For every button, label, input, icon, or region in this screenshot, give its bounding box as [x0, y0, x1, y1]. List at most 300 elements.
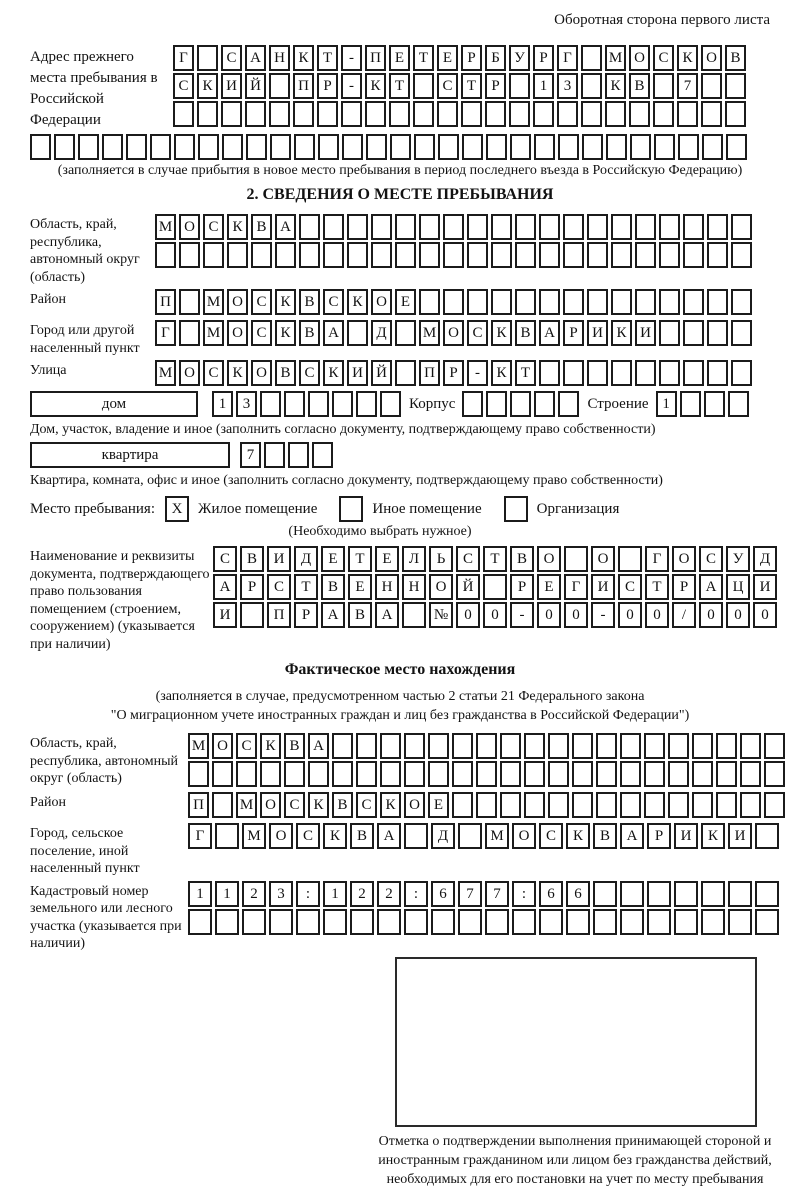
char-box[interactable]: [476, 733, 497, 759]
char-box[interactable]: А: [245, 45, 266, 71]
char-box[interactable]: [548, 733, 569, 759]
char-box[interactable]: [366, 134, 387, 160]
char-box[interactable]: М: [605, 45, 626, 71]
char-box[interactable]: В: [593, 823, 617, 849]
char-box[interactable]: №: [429, 602, 453, 628]
char-box[interactable]: 1: [323, 881, 347, 907]
char-box[interactable]: Р: [510, 574, 534, 600]
char-box[interactable]: И: [267, 546, 291, 572]
char-box[interactable]: [716, 761, 737, 787]
char-box[interactable]: О: [537, 546, 561, 572]
char-box[interactable]: [731, 320, 752, 346]
char-box[interactable]: 7: [458, 881, 482, 907]
char-box[interactable]: [629, 101, 650, 127]
char-box[interactable]: [618, 546, 642, 572]
char-box[interactable]: Т: [294, 574, 318, 600]
char-box[interactable]: С: [203, 214, 224, 240]
char-box[interactable]: [317, 101, 338, 127]
char-box[interactable]: В: [348, 602, 372, 628]
char-box[interactable]: [419, 214, 440, 240]
char-box[interactable]: [395, 360, 416, 386]
char-box[interactable]: [558, 134, 579, 160]
char-box[interactable]: [467, 289, 488, 315]
char-box[interactable]: С: [699, 546, 723, 572]
char-box[interactable]: [683, 320, 704, 346]
char-box[interactable]: 6: [539, 881, 563, 907]
char-box[interactable]: В: [725, 45, 746, 71]
char-box[interactable]: [356, 733, 377, 759]
char-box[interactable]: [635, 214, 656, 240]
char-box[interactable]: 1: [533, 73, 554, 99]
char-box[interactable]: [428, 761, 449, 787]
char-box[interactable]: [611, 289, 632, 315]
char-box[interactable]: Е: [437, 45, 458, 71]
char-box[interactable]: [692, 761, 713, 787]
char-box[interactable]: К: [260, 733, 281, 759]
char-box[interactable]: И: [347, 360, 368, 386]
char-box[interactable]: [500, 733, 521, 759]
char-box[interactable]: [740, 761, 761, 787]
char-box[interactable]: [587, 360, 608, 386]
char-box[interactable]: [458, 823, 482, 849]
char-box[interactable]: О: [629, 45, 650, 71]
char-box[interactable]: С: [437, 73, 458, 99]
char-box[interactable]: [491, 214, 512, 240]
char-box[interactable]: Е: [321, 546, 345, 572]
char-box[interactable]: [707, 242, 728, 268]
char-box[interactable]: 7: [240, 442, 261, 468]
char-box[interactable]: Р: [317, 73, 338, 99]
char-box[interactable]: Г: [188, 823, 212, 849]
char-box[interactable]: [308, 391, 329, 417]
char-box[interactable]: [654, 134, 675, 160]
char-box[interactable]: Р: [461, 45, 482, 71]
char-box[interactable]: [587, 214, 608, 240]
char-box[interactable]: [443, 289, 464, 315]
char-box[interactable]: [486, 134, 507, 160]
char-box[interactable]: [510, 391, 531, 417]
char-box[interactable]: [764, 761, 785, 787]
char-box[interactable]: [558, 391, 579, 417]
char-box[interactable]: -: [341, 45, 362, 71]
char-box[interactable]: 6: [431, 881, 455, 907]
char-box[interactable]: [678, 134, 699, 160]
char-box[interactable]: И: [221, 73, 242, 99]
char-box[interactable]: С: [203, 360, 224, 386]
char-box[interactable]: А: [539, 320, 560, 346]
char-box[interactable]: [572, 733, 593, 759]
char-box[interactable]: [707, 320, 728, 346]
char-box[interactable]: [395, 214, 416, 240]
char-box[interactable]: Г: [557, 45, 578, 71]
char-box[interactable]: [227, 242, 248, 268]
char-box[interactable]: Н: [269, 45, 290, 71]
char-box[interactable]: Т: [461, 73, 482, 99]
char-box[interactable]: [566, 909, 590, 935]
char-box[interactable]: [126, 134, 147, 160]
char-box[interactable]: 0: [537, 602, 561, 628]
char-box[interactable]: 2: [377, 881, 401, 907]
char-box[interactable]: [485, 909, 509, 935]
char-box[interactable]: [269, 73, 290, 99]
char-box[interactable]: Й: [456, 574, 480, 600]
char-box[interactable]: [30, 134, 51, 160]
char-box[interactable]: Е: [348, 574, 372, 600]
char-box[interactable]: С: [356, 792, 377, 818]
char-box[interactable]: В: [299, 289, 320, 315]
char-box[interactable]: А: [620, 823, 644, 849]
char-box[interactable]: [564, 546, 588, 572]
char-box[interactable]: [483, 574, 507, 600]
char-box[interactable]: [215, 909, 239, 935]
char-box[interactable]: С: [251, 320, 272, 346]
char-box[interactable]: [596, 761, 617, 787]
char-box[interactable]: [293, 101, 314, 127]
char-box[interactable]: [740, 792, 761, 818]
char-box[interactable]: [647, 881, 671, 907]
char-box[interactable]: [587, 242, 608, 268]
char-box[interactable]: [395, 320, 416, 346]
char-box[interactable]: П: [155, 289, 176, 315]
char-box[interactable]: [683, 289, 704, 315]
char-box[interactable]: [188, 909, 212, 935]
char-box[interactable]: [581, 73, 602, 99]
char-box[interactable]: [611, 242, 632, 268]
char-box[interactable]: О: [404, 792, 425, 818]
char-box[interactable]: 1: [188, 881, 212, 907]
char-box[interactable]: [630, 134, 651, 160]
char-box[interactable]: Й: [371, 360, 392, 386]
char-box[interactable]: 6: [566, 881, 590, 907]
char-box[interactable]: О: [701, 45, 722, 71]
char-box[interactable]: [467, 242, 488, 268]
char-box[interactable]: [653, 73, 674, 99]
char-box[interactable]: Г: [645, 546, 669, 572]
char-box[interactable]: Е: [395, 289, 416, 315]
char-box[interactable]: [380, 391, 401, 417]
char-box[interactable]: У: [726, 546, 750, 572]
char-box[interactable]: Р: [533, 45, 554, 71]
char-box[interactable]: [251, 242, 272, 268]
char-box[interactable]: В: [510, 546, 534, 572]
char-box[interactable]: [692, 792, 713, 818]
char-box[interactable]: Н: [375, 574, 399, 600]
char-box[interactable]: [728, 391, 749, 417]
char-box[interactable]: Г: [155, 320, 176, 346]
char-box[interactable]: [563, 214, 584, 240]
char-box[interactable]: [203, 242, 224, 268]
char-box[interactable]: О: [227, 289, 248, 315]
char-box[interactable]: С: [618, 574, 642, 600]
char-box[interactable]: [236, 761, 257, 787]
char-box[interactable]: [380, 761, 401, 787]
char-box[interactable]: И: [728, 823, 752, 849]
char-box[interactable]: О: [512, 823, 536, 849]
char-box[interactable]: [548, 761, 569, 787]
char-box[interactable]: 0: [564, 602, 588, 628]
char-box[interactable]: [755, 909, 779, 935]
char-box[interactable]: [485, 101, 506, 127]
char-box[interactable]: О: [212, 733, 233, 759]
char-box[interactable]: [755, 823, 779, 849]
char-box[interactable]: [491, 289, 512, 315]
char-box[interactable]: [452, 733, 473, 759]
char-box[interactable]: К: [611, 320, 632, 346]
char-box[interactable]: [524, 792, 545, 818]
char-box[interactable]: Е: [375, 546, 399, 572]
char-box[interactable]: :: [404, 881, 428, 907]
char-box[interactable]: Р: [294, 602, 318, 628]
char-box[interactable]: [515, 289, 536, 315]
char-box[interactable]: [606, 134, 627, 160]
char-box[interactable]: М: [203, 320, 224, 346]
char-box[interactable]: К: [308, 792, 329, 818]
char-box[interactable]: [509, 101, 530, 127]
char-box[interactable]: С: [323, 289, 344, 315]
char-box[interactable]: М: [155, 360, 176, 386]
checkbox-inoe-pomeshchenie[interactable]: [339, 496, 363, 522]
char-box[interactable]: В: [240, 546, 264, 572]
char-box[interactable]: [350, 909, 374, 935]
char-box[interactable]: [674, 881, 698, 907]
char-box[interactable]: [264, 442, 285, 468]
char-box[interactable]: [548, 792, 569, 818]
char-box[interactable]: [659, 360, 680, 386]
char-box[interactable]: 7: [677, 73, 698, 99]
char-box[interactable]: К: [197, 73, 218, 99]
char-box[interactable]: [620, 733, 641, 759]
char-box[interactable]: Е: [537, 574, 561, 600]
char-box[interactable]: [683, 360, 704, 386]
char-box[interactable]: С: [653, 45, 674, 71]
char-box[interactable]: [704, 391, 725, 417]
char-box[interactable]: 7: [485, 881, 509, 907]
char-box[interactable]: [668, 761, 689, 787]
char-box[interactable]: [402, 602, 426, 628]
char-box[interactable]: О: [591, 546, 615, 572]
char-box[interactable]: [755, 881, 779, 907]
char-box[interactable]: К: [323, 360, 344, 386]
char-box[interactable]: [701, 73, 722, 99]
char-box[interactable]: -: [510, 602, 534, 628]
char-box[interactable]: [659, 320, 680, 346]
char-box[interactable]: М: [242, 823, 266, 849]
char-box[interactable]: С: [251, 289, 272, 315]
char-box[interactable]: [581, 101, 602, 127]
char-box[interactable]: -: [591, 602, 615, 628]
char-box[interactable]: [533, 101, 554, 127]
char-box[interactable]: [644, 792, 665, 818]
char-box[interactable]: О: [443, 320, 464, 346]
char-box[interactable]: [726, 134, 747, 160]
char-box[interactable]: [515, 214, 536, 240]
char-box[interactable]: [515, 242, 536, 268]
char-box[interactable]: [701, 881, 725, 907]
char-box[interactable]: [458, 909, 482, 935]
char-box[interactable]: 1: [212, 391, 233, 417]
char-box[interactable]: 2: [350, 881, 374, 907]
char-box[interactable]: С: [299, 360, 320, 386]
char-box[interactable]: [395, 242, 416, 268]
char-box[interactable]: Т: [515, 360, 536, 386]
char-box[interactable]: А: [321, 602, 345, 628]
char-box[interactable]: К: [605, 73, 626, 99]
char-box[interactable]: [431, 909, 455, 935]
char-box[interactable]: [659, 214, 680, 240]
char-box[interactable]: [323, 242, 344, 268]
char-box[interactable]: [731, 214, 752, 240]
char-box[interactable]: [620, 761, 641, 787]
char-box[interactable]: [332, 761, 353, 787]
char-box[interactable]: [635, 242, 656, 268]
char-box[interactable]: [653, 101, 674, 127]
char-box[interactable]: [731, 242, 752, 268]
char-box[interactable]: Т: [317, 45, 338, 71]
char-box[interactable]: [539, 909, 563, 935]
char-box[interactable]: [296, 909, 320, 935]
char-box[interactable]: А: [275, 214, 296, 240]
char-box[interactable]: П: [267, 602, 291, 628]
char-box[interactable]: В: [321, 574, 345, 600]
char-box[interactable]: 1: [215, 881, 239, 907]
char-box[interactable]: [323, 909, 347, 935]
char-box[interactable]: [389, 101, 410, 127]
char-box[interactable]: [347, 214, 368, 240]
char-box[interactable]: [212, 761, 233, 787]
char-box[interactable]: [150, 134, 171, 160]
char-box[interactable]: [332, 391, 353, 417]
char-box[interactable]: [587, 289, 608, 315]
char-box[interactable]: 0: [645, 602, 669, 628]
char-box[interactable]: [740, 733, 761, 759]
char-box[interactable]: [659, 289, 680, 315]
char-box[interactable]: Н: [402, 574, 426, 600]
char-box[interactable]: [342, 134, 363, 160]
char-box[interactable]: [644, 733, 665, 759]
char-box[interactable]: [644, 761, 665, 787]
char-box[interactable]: О: [179, 360, 200, 386]
char-box[interactable]: Д: [294, 546, 318, 572]
char-box[interactable]: [288, 442, 309, 468]
char-box[interactable]: [215, 823, 239, 849]
char-box[interactable]: О: [227, 320, 248, 346]
char-box[interactable]: [461, 101, 482, 127]
char-box[interactable]: [728, 909, 752, 935]
char-box[interactable]: [347, 242, 368, 268]
char-box[interactable]: 3: [269, 881, 293, 907]
char-box[interactable]: [198, 134, 219, 160]
char-box[interactable]: О: [179, 214, 200, 240]
char-box[interactable]: [716, 792, 737, 818]
char-box[interactable]: [452, 761, 473, 787]
char-box[interactable]: [476, 761, 497, 787]
char-box[interactable]: Т: [645, 574, 669, 600]
char-box[interactable]: Е: [428, 792, 449, 818]
char-box[interactable]: Б: [485, 45, 506, 71]
char-box[interactable]: [174, 134, 195, 160]
char-box[interactable]: М: [485, 823, 509, 849]
char-box[interactable]: [212, 792, 233, 818]
char-box[interactable]: [54, 134, 75, 160]
char-box[interactable]: И: [587, 320, 608, 346]
char-box[interactable]: Д: [431, 823, 455, 849]
char-box[interactable]: [260, 391, 281, 417]
char-box[interactable]: [668, 733, 689, 759]
char-box[interactable]: [596, 792, 617, 818]
char-box[interactable]: 0: [699, 602, 723, 628]
char-box[interactable]: Й: [245, 73, 266, 99]
char-box[interactable]: [245, 101, 266, 127]
char-box[interactable]: С: [221, 45, 242, 71]
char-box[interactable]: А: [699, 574, 723, 600]
char-box[interactable]: А: [375, 602, 399, 628]
char-box[interactable]: [572, 761, 593, 787]
char-box[interactable]: [701, 909, 725, 935]
char-box[interactable]: [323, 214, 344, 240]
char-box[interactable]: [155, 242, 176, 268]
char-box[interactable]: 0: [483, 602, 507, 628]
char-box[interactable]: П: [419, 360, 440, 386]
char-box[interactable]: [356, 761, 377, 787]
char-box[interactable]: К: [323, 823, 347, 849]
char-box[interactable]: И: [591, 574, 615, 600]
char-box[interactable]: [593, 881, 617, 907]
char-box[interactable]: С: [539, 823, 563, 849]
char-box[interactable]: [284, 391, 305, 417]
char-box[interactable]: [491, 242, 512, 268]
char-box[interactable]: [557, 101, 578, 127]
char-box[interactable]: [581, 45, 602, 71]
char-box[interactable]: [635, 360, 656, 386]
char-box[interactable]: [404, 761, 425, 787]
char-box[interactable]: [242, 909, 266, 935]
char-box[interactable]: [620, 792, 641, 818]
char-box[interactable]: [269, 909, 293, 935]
char-box[interactable]: [563, 289, 584, 315]
char-box[interactable]: [356, 391, 377, 417]
char-box[interactable]: [509, 73, 530, 99]
char-box[interactable]: [510, 134, 531, 160]
char-box[interactable]: [371, 214, 392, 240]
char-box[interactable]: В: [275, 360, 296, 386]
char-box[interactable]: [539, 289, 560, 315]
char-box[interactable]: Т: [389, 73, 410, 99]
char-box[interactable]: [702, 134, 723, 160]
char-box[interactable]: С: [213, 546, 237, 572]
char-box[interactable]: К: [227, 360, 248, 386]
char-box[interactable]: [764, 733, 785, 759]
char-box[interactable]: [659, 242, 680, 268]
char-box[interactable]: С: [173, 73, 194, 99]
char-box[interactable]: [539, 360, 560, 386]
char-box[interactable]: [443, 242, 464, 268]
char-box[interactable]: Ь: [429, 546, 453, 572]
char-box[interactable]: [240, 602, 264, 628]
char-box[interactable]: И: [753, 574, 777, 600]
char-box[interactable]: К: [380, 792, 401, 818]
char-box[interactable]: Р: [563, 320, 584, 346]
char-box[interactable]: А: [213, 574, 237, 600]
char-box[interactable]: [692, 733, 713, 759]
char-box[interactable]: [221, 101, 242, 127]
char-box[interactable]: Л: [402, 546, 426, 572]
char-box[interactable]: [467, 214, 488, 240]
char-box[interactable]: 0: [618, 602, 642, 628]
char-box[interactable]: [179, 320, 200, 346]
char-box[interactable]: К: [566, 823, 590, 849]
char-box[interactable]: [683, 242, 704, 268]
char-box[interactable]: С: [296, 823, 320, 849]
